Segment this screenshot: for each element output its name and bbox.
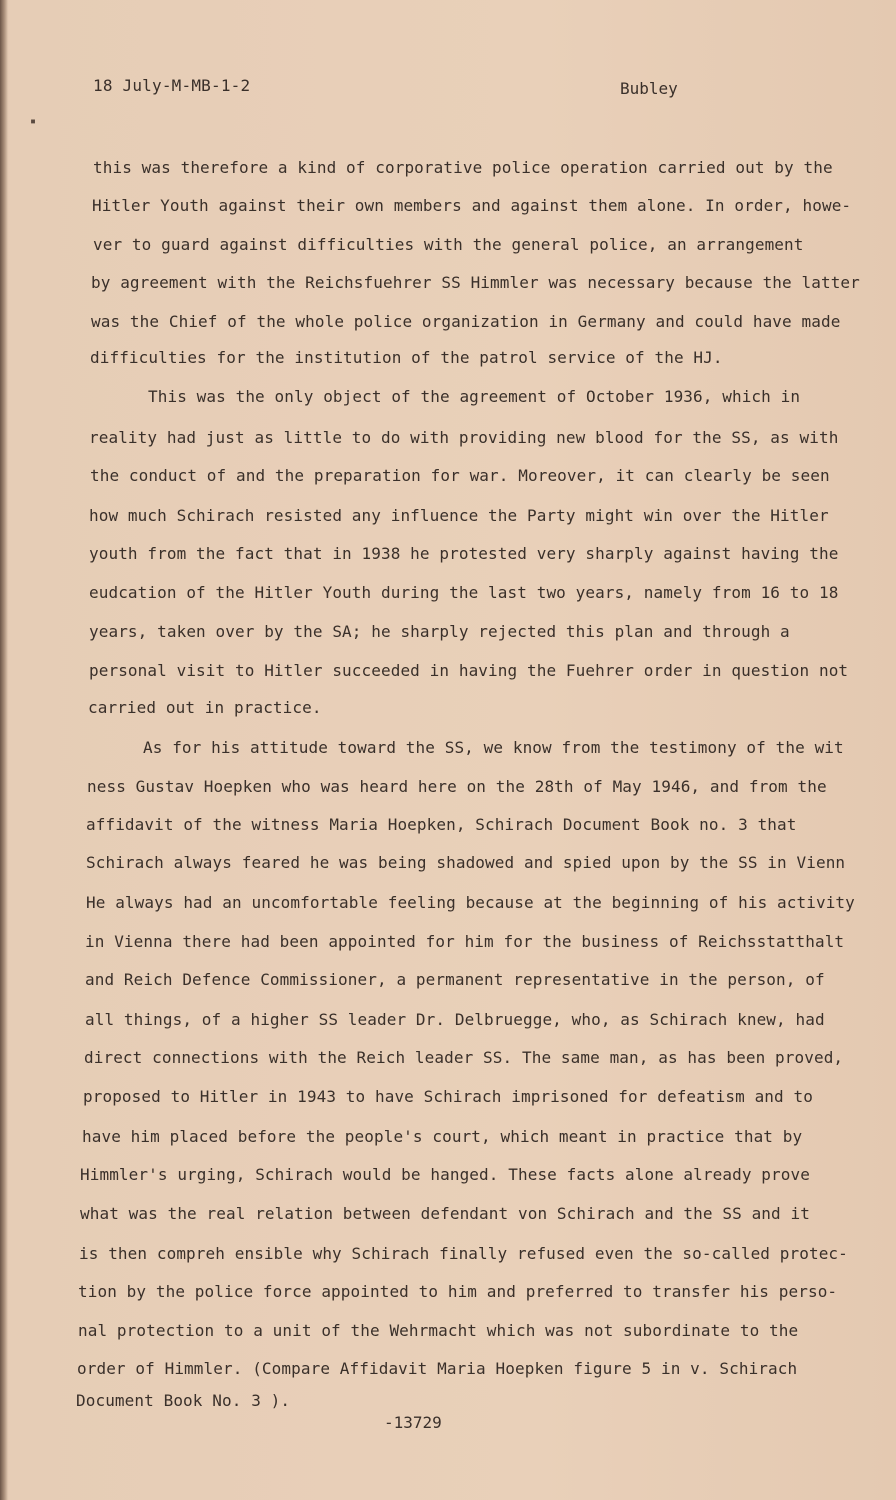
body-line: affidavit of the witness Maria Hoepken, Schirach Document Book no. 3 that [86,815,797,834]
body-line: ver to guard against difficulties with the general police, an arrangement [93,235,804,254]
header-reference: 18 July-M-MB-1-2 [93,76,251,95]
body-line: what was the real relation between defendant von Schirach and the SS and it [80,1204,810,1223]
body-line: reality had just as little to do with providing new blood for the SS, as with [89,428,839,447]
body-line: personal visit to Hitler succeeded in having the Fuehrer order in question not [89,661,849,680]
body-line: youth from the fact that in 1938 he protested very sharply against having the [89,544,839,563]
body-line: how much Schirach resisted any influence the Party might win over the Hitler [89,506,829,525]
body-line: was the Chief of the whole police organization in Germany and could have made [91,312,841,331]
body-line: Himmler's urging, Schirach would be hanged. These facts alone already prove [80,1165,810,1184]
body-line: difficulties for the institution of the patrol service of the HJ. [90,348,723,367]
page-left-edge [0,0,8,1500]
body-line: have him placed before the people's court, which meant in practice that by [82,1127,803,1146]
body-line: this was therefore a kind of corporative police operation carried out by the [93,158,833,177]
body-line: eudcation of the Hitler Youth during the last two years, namely from 16 to 18 [89,583,839,602]
body-line: is then compreh ensible why Schirach finally refused even the so-called protec- [79,1244,848,1263]
body-line: As for his attitude toward the SS, we know from the testimony of the wit [143,738,844,757]
body-line: order of Himmler. (Compare Affidavit Maria Hoepken figure 5 in v. Schirach [77,1359,798,1378]
body-line: years, taken over by the SA; he sharply rejected this plan and through a [89,622,790,641]
body-line: direct connections with the Reich leader SS. The same man, as has been proved, [84,1048,844,1067]
body-line: carried out in practice. [88,698,322,717]
body-line: nal protection to a unit of the Wehrmacht which was not subordinate to the [78,1321,799,1340]
body-line: by agreement with the Reichsfuehrer SS Himmler was necessary because the latter [91,273,860,292]
margin-mark: ▪ [30,116,37,127]
body-line: This was the only object of the agreement of October 1936, which in [148,387,801,406]
body-line: Hitler Youth against their own members and against them alone. In order, howe- [92,196,852,215]
body-line: He always had an uncomfortable feeling because at the beginning of his activity [86,893,855,912]
body-line: Document Book No. 3 ). [76,1391,291,1410]
body-line: tion by the police force appointed to him and preferred to transfer his perso- [78,1282,838,1301]
body-line: Schirach always feared he was being shadowed and spied upon by the SS in Vienn [86,853,846,872]
body-line: proposed to Hitler in 1943 to have Schirach imprisoned for defeatism and to [83,1087,813,1106]
body-line: in Vienna there had been appointed for him for the business of Reichsstatthalt [85,932,845,951]
body-line: and Reich Defence Commissioner, a permanent representative in the person, of [85,970,825,989]
body-line: the conduct of and the preparation for war. Moreover, it can clearly be seen [90,466,830,485]
page-number: -13729 [384,1413,442,1432]
header-author: Bubley [620,79,678,98]
body-line: ness Gustav Hoepken who was heard here on the 28th of May 1946, and from the [87,777,827,796]
body-line: all things, of a higher SS leader Dr. Delbruegge, who, as Schirach knew, had [85,1010,825,1029]
